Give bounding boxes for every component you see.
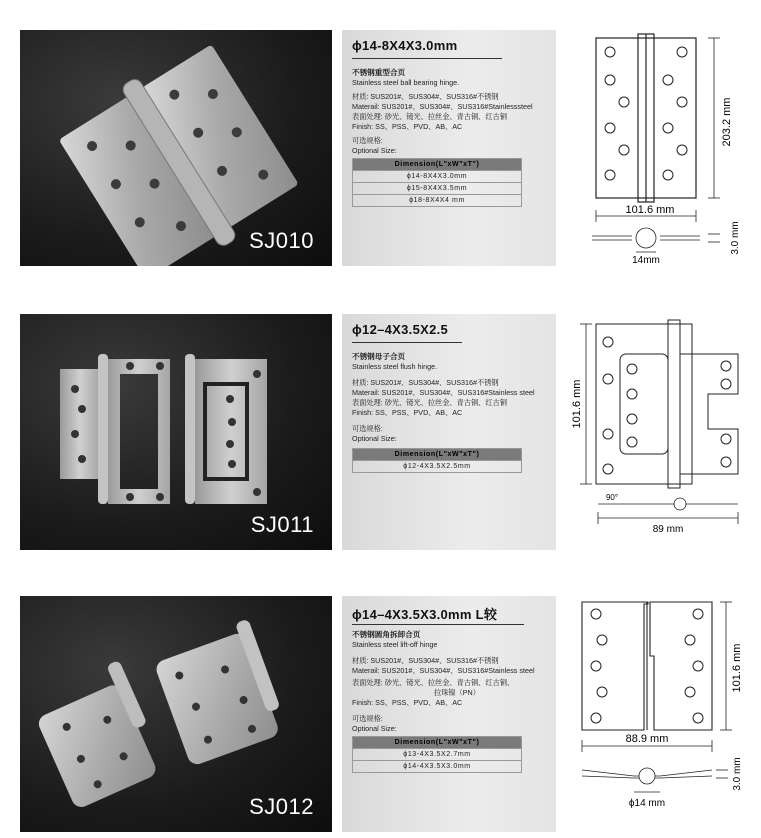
finish-cn: 表面处理: 砂光、镜光、拉丝金、青古铜、红古铜、 <box>352 678 515 687</box>
material-en: Materail: SUS201#、SUS304#、SUS316#Stainless steel <box>352 388 535 397</box>
name-en: Stainless steel flush hinge. <box>352 362 438 371</box>
spec-panel-sj011 <box>342 314 556 550</box>
spec-panel-sj012 <box>342 596 556 832</box>
dim-height: 101.6 mm <box>731 643 743 693</box>
spec-panel-sj010 <box>342 30 556 266</box>
product-code: SJ010 <box>249 228 314 253</box>
finish-en: Finish: SS、PSS、PVD、AB、AC <box>352 408 463 417</box>
product-code: SJ012 <box>249 794 314 819</box>
technical-drawing-sj012 <box>568 596 761 832</box>
finish-cn-2: 拉珠镍（PN） <box>434 688 480 697</box>
technical-drawing-sj011 <box>568 314 761 550</box>
dim-angle: 90° <box>605 493 619 502</box>
spec-title: ϕ12–4X3.5X2.5 <box>352 322 449 337</box>
dim-thickness: 3.0 mm <box>730 221 741 255</box>
optional-en: Optional Size: <box>352 146 397 155</box>
size-table-header: Dimension(L"xW"xT") <box>353 737 522 749</box>
dim-width: 89 mm <box>652 524 684 535</box>
product-row-sj011 <box>0 300 761 538</box>
size-row: ϕ14-8X4X3.0mm <box>353 171 522 183</box>
size-table <box>352 736 522 773</box>
size-table-header: Dimension(L"xW"xT") <box>353 449 522 461</box>
optional-en: Optional Size: <box>352 724 397 733</box>
name-cn: 不锈钢母子合页 <box>352 352 406 361</box>
product-photo-sj011 <box>20 314 332 550</box>
dim-width: 88.9 mm <box>625 733 669 745</box>
optional-cn: 可选规格: <box>352 136 383 145</box>
size-row: ϕ12-4X3.5X2.5mm <box>353 461 522 473</box>
material-en: Materail: SUS201#、SUS304#、SUS316#Stainlesssteel <box>352 102 533 111</box>
name-en: Stainless steel ball bearing hinge. <box>352 78 460 87</box>
size-table-header: Dimension(L"xW"xT") <box>353 159 522 171</box>
size-table <box>352 448 522 473</box>
material-cn: 材质: SUS201#、SUS304#、SUS316#不锈钢 <box>352 378 499 387</box>
size-row: ϕ14-4X3.5X3.0mm <box>353 761 522 773</box>
product-photo-sj012 <box>20 596 332 832</box>
dim-knuckle: 14mm <box>632 255 660 266</box>
product-photo-sj010 <box>20 30 332 266</box>
size-row: ϕ13-4X3.5X2.7mm <box>353 749 522 761</box>
finish-en: Finish: SS、PSS、PVD、AB、AC <box>352 698 463 707</box>
dim-height: 203.2 mm <box>721 97 733 147</box>
name-cn: 不锈钢圆角拆卸合页 <box>352 630 421 639</box>
size-row: ϕ18-8X4X4 mm <box>353 195 522 207</box>
dim-height: 101.6 mm <box>571 379 583 429</box>
dim-thickness: 3.0 mm <box>732 757 743 791</box>
title-underline <box>352 624 524 625</box>
finish-cn: 表面处理: 砂光、镜光、拉丝金、青古铜、红古铜 <box>352 112 507 121</box>
optional-en: Optional Size: <box>352 434 397 443</box>
dim-knuckle: ϕ14 mm <box>628 798 666 809</box>
spec-title: ϕ14–4X3.5X3.0mm L较 <box>352 607 498 622</box>
material-cn: 材质: SUS201#、SUS304#、SUS316#不锈钢 <box>352 656 499 665</box>
size-row: ϕ15-8X4X3.5mm <box>353 183 522 195</box>
technical-drawing-sj010 <box>568 30 761 266</box>
title-underline <box>352 342 462 343</box>
optional-cn: 可选规格: <box>352 424 383 433</box>
name-en: Stainless steel lift-off hinge <box>352 640 438 649</box>
product-row-sj010 <box>0 16 761 266</box>
dim-width: 101.6 mm <box>625 204 675 216</box>
name-cn: 不锈钢重型合页 <box>352 68 406 77</box>
title-underline <box>352 58 502 59</box>
optional-cn: 可选规格: <box>352 714 383 723</box>
size-table <box>352 158 522 207</box>
product-code: SJ011 <box>250 512 314 537</box>
finish-cn: 表面处理: 砂光、镜光、拉丝金、青古铜、红古铜 <box>352 398 507 407</box>
product-row-sj012 <box>0 582 761 822</box>
material-cn: 材质: SUS201#、SUS304#、SUS316#不锈钢 <box>352 92 499 101</box>
material-en: Materail: SUS201#、SUS304#、SUS316#Stainless steel <box>352 666 535 675</box>
spec-title: ϕ14-8X4X3.0mm <box>352 38 458 53</box>
finish-en: Finish: SS、PSS、PVD、AB、AC <box>352 122 463 131</box>
